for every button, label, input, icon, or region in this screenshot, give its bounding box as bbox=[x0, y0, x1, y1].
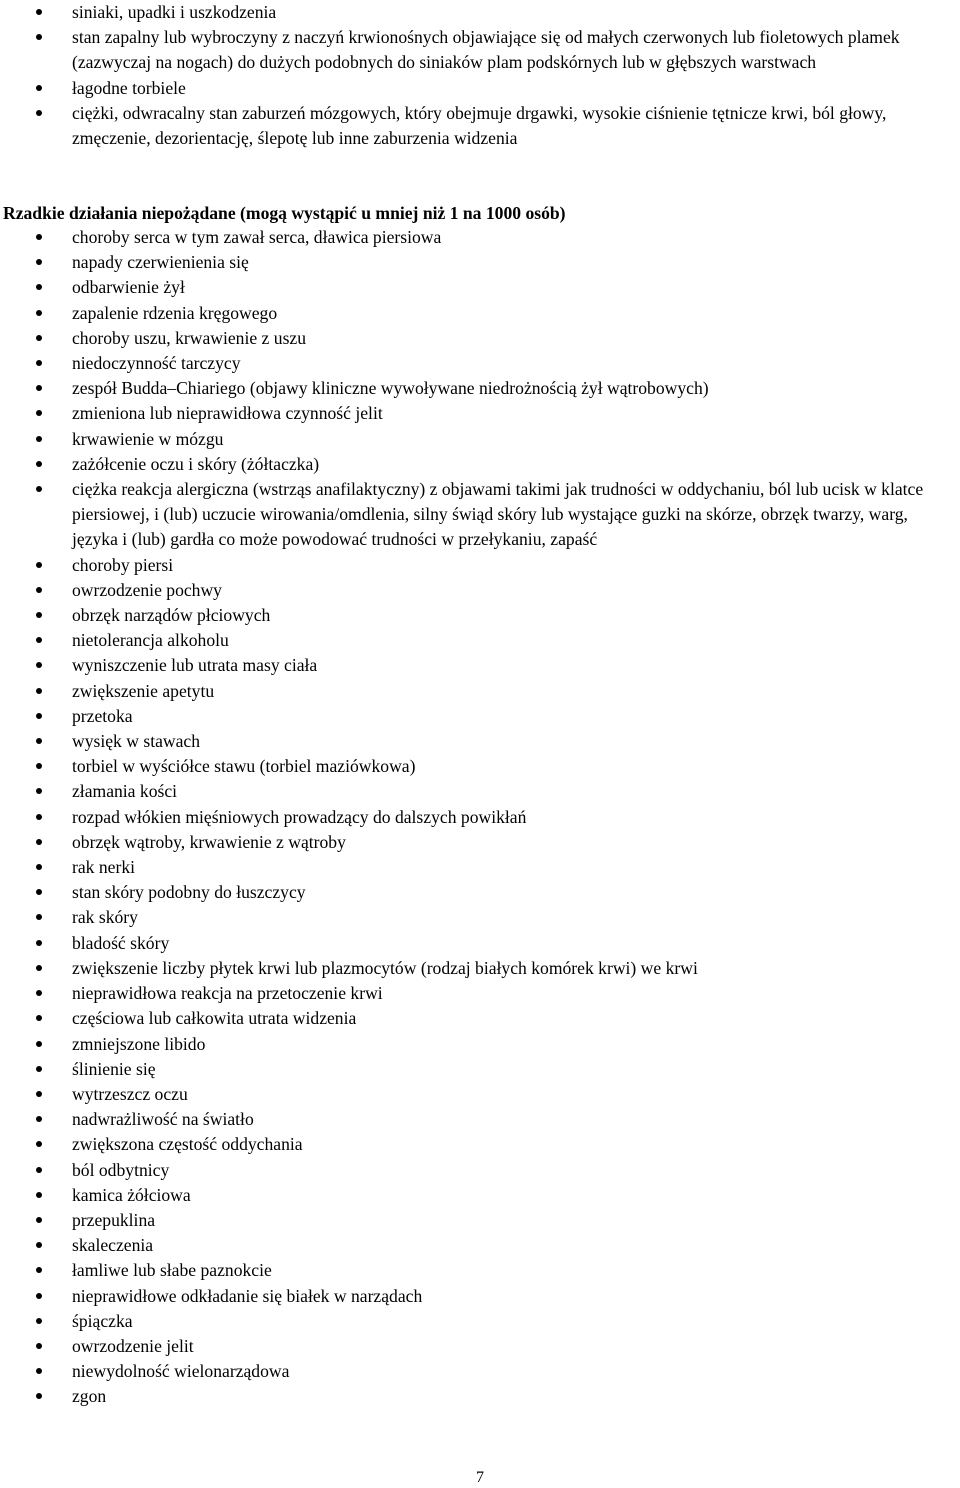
bullet-icon bbox=[36, 1393, 42, 1399]
list-item bbox=[0, 76, 960, 101]
list-item-text: wytrzeszcz oczu bbox=[72, 1083, 188, 1104]
list-item-text: częściowa lub całkowita utrata widzenia bbox=[72, 1008, 357, 1029]
list-item-text: obrzęk narządów płciowych bbox=[72, 605, 271, 626]
list-item-text: nieprawidłowe odkładanie się białek w narządach bbox=[72, 1285, 423, 1306]
bullet-icon bbox=[36, 763, 42, 769]
bullet-icon bbox=[36, 940, 42, 946]
list-item-text: obrzęk wątroby, krwawienie z wątroby bbox=[72, 831, 346, 852]
bullet-icon bbox=[36, 562, 42, 568]
list-item-text: zmniejszone libido bbox=[72, 1033, 206, 1054]
list-item-text: łagodne torbiele bbox=[72, 77, 186, 98]
bullet-icon bbox=[36, 385, 42, 391]
list-item bbox=[0, 1082, 960, 1107]
list-item-text: łamliwe lub słabe paznokcie bbox=[72, 1260, 272, 1281]
bullet-icon bbox=[36, 1217, 42, 1223]
list-item-text: nieprawidłowa reakcja na przetoczenie krwi bbox=[72, 983, 383, 1004]
bullet-icon bbox=[36, 461, 42, 467]
list-item bbox=[0, 1359, 960, 1384]
list-item-text: przetoka bbox=[72, 705, 133, 726]
bullet-icon bbox=[36, 1116, 42, 1122]
list-item bbox=[0, 326, 960, 351]
list-item bbox=[0, 679, 960, 704]
list-item bbox=[0, 101, 960, 151]
list-item bbox=[0, 1132, 960, 1157]
list-item bbox=[0, 905, 960, 930]
bullet-icon bbox=[36, 612, 42, 618]
side-effects-list-continued bbox=[0, 0, 960, 151]
bullet-icon bbox=[36, 965, 42, 971]
list-item bbox=[0, 956, 960, 981]
bullet-icon bbox=[36, 864, 42, 870]
list-item bbox=[0, 754, 960, 779]
list-item bbox=[0, 1284, 960, 1309]
bullet-icon bbox=[36, 85, 42, 91]
list-item bbox=[0, 931, 960, 956]
list-item bbox=[0, 578, 960, 603]
list-item bbox=[0, 25, 960, 75]
bullet-icon bbox=[36, 662, 42, 668]
bullet-icon bbox=[36, 1041, 42, 1047]
bullet-icon bbox=[36, 436, 42, 442]
list-item-text: stan skóry podobny do łuszczycy bbox=[72, 882, 306, 903]
bullet-icon bbox=[36, 814, 42, 820]
list-item bbox=[0, 1006, 960, 1031]
bullet-icon bbox=[36, 839, 42, 845]
list-item-text: nietolerancja alkoholu bbox=[72, 630, 229, 651]
section-heading-rare: Rzadkie działania niepożądane (mogą wystąpić u mniej niż 1 na 1000 osób) bbox=[3, 203, 566, 223]
list-item-text: stan zapalny lub wybroczyny z naczyń krwionośnych objawiające się od małych czerwonych lub fioletowych plamek (zazwyczaj na nogach) do dużych podobnych do siniaków plam podskórnych lub w głębszych warstwach bbox=[72, 27, 900, 73]
list-item bbox=[0, 779, 960, 804]
list-item-text: rak skóry bbox=[72, 907, 138, 928]
list-item bbox=[0, 427, 960, 452]
page-number: 7 bbox=[476, 1469, 484, 1486]
list-item-text: torbiel w wyściółce stawu (torbiel maziówkowa) bbox=[72, 756, 416, 777]
bullet-icon bbox=[36, 360, 42, 366]
list-item-text: niewydolność wielonarządowa bbox=[72, 1361, 290, 1382]
list-item-text: niedoczynność tarczycy bbox=[72, 353, 241, 374]
list-item bbox=[0, 1384, 960, 1409]
bullet-icon bbox=[36, 1192, 42, 1198]
list-item-text: ślinienie się bbox=[72, 1058, 156, 1079]
list-item-text: wyniszczenie lub utrata masy ciała bbox=[72, 655, 318, 676]
bullet-icon bbox=[36, 410, 42, 416]
list-item-text: zażółcenie oczu i skóry (żółtaczka) bbox=[72, 453, 320, 474]
bullet-icon bbox=[36, 1066, 42, 1072]
list-item-text: choroby uszu, krwawienie z uszu bbox=[72, 327, 307, 348]
list-item bbox=[0, 401, 960, 426]
list-item-text: wysięk w stawach bbox=[72, 731, 201, 752]
list-item-text: zapalenie rdzenia kręgowego bbox=[72, 302, 278, 323]
bullet-icon bbox=[36, 738, 42, 744]
bullet-icon bbox=[36, 1293, 42, 1299]
list-item bbox=[0, 250, 960, 275]
bullet-icon bbox=[36, 486, 42, 492]
bullet-icon bbox=[36, 1343, 42, 1349]
list-item bbox=[0, 376, 960, 401]
bullet-icon bbox=[36, 788, 42, 794]
bullet-icon bbox=[36, 1167, 42, 1173]
list-item bbox=[0, 1183, 960, 1208]
list-item bbox=[0, 1258, 960, 1283]
list-item bbox=[0, 1032, 960, 1057]
list-item bbox=[0, 855, 960, 880]
list-item bbox=[0, 301, 960, 326]
list-item-text: siniaki, upadki i uszkodzenia bbox=[72, 2, 277, 22]
bullet-icon bbox=[36, 9, 42, 15]
list-item bbox=[0, 0, 960, 25]
list-item-text: zwiększona częstość oddychania bbox=[72, 1134, 303, 1155]
bullet-icon bbox=[36, 587, 42, 593]
list-item-text: owrzodzenie pochwy bbox=[72, 579, 222, 600]
bullet-icon bbox=[36, 990, 42, 996]
list-item-text: owrzodzenie jelit bbox=[72, 1335, 194, 1356]
list-item bbox=[0, 452, 960, 477]
list-item bbox=[0, 653, 960, 678]
list-item-text: rak nerki bbox=[72, 857, 136, 878]
list-item bbox=[0, 805, 960, 830]
list-item bbox=[0, 1309, 960, 1334]
list-item bbox=[0, 1107, 960, 1132]
bullet-icon bbox=[36, 1141, 42, 1147]
list-item bbox=[0, 704, 960, 729]
bullet-icon bbox=[36, 234, 42, 240]
list-item bbox=[0, 830, 960, 855]
list-item-text: kamica żółciowa bbox=[72, 1184, 191, 1205]
list-item bbox=[0, 1208, 960, 1233]
list-item-text: ból odbytnicy bbox=[72, 1159, 170, 1180]
list-item-text: rozpad włókien mięśniowych prowadzący do dalszych powikłań bbox=[72, 806, 527, 827]
list-item bbox=[0, 1233, 960, 1258]
list-item bbox=[0, 1057, 960, 1082]
bullet-icon bbox=[36, 1267, 42, 1273]
bullet-icon bbox=[36, 1015, 42, 1021]
list-item bbox=[0, 225, 960, 250]
list-item-text: zmieniona lub nieprawidłowa czynność jelit bbox=[72, 403, 383, 424]
list-item-text: nadwrażliwość na światło bbox=[72, 1109, 254, 1130]
list-item-text: zwiększenie liczby płytek krwi lub plazmocytów (rodzaj białych komórek krwi) we krwi bbox=[72, 957, 698, 978]
bullet-icon bbox=[36, 1091, 42, 1097]
bullet-icon bbox=[36, 1368, 42, 1374]
bullet-icon bbox=[36, 1242, 42, 1248]
list-item-text: zgon bbox=[72, 1386, 107, 1407]
list-item-text: bladość skóry bbox=[72, 932, 170, 953]
list-item-text: przepuklina bbox=[72, 1209, 156, 1230]
bullet-icon bbox=[36, 110, 42, 116]
list-item bbox=[0, 351, 960, 376]
list-item-text: krwawienie w mózgu bbox=[72, 428, 224, 449]
bullet-icon bbox=[36, 259, 42, 265]
list-item-text: ciężki, odwracalny stan zaburzeń mózgowych, który obejmuje drgawki, wysokie ciśnienie tętnicze krwi, ból głowy, zmęczenie, dezorientację, ślepotę lub inne zaburzenia widzenia bbox=[72, 102, 887, 149]
list-item-text: choroby piersi bbox=[72, 554, 174, 575]
bullet-icon bbox=[36, 914, 42, 920]
list-item-text: skaleczenia bbox=[72, 1235, 154, 1256]
bullet-icon bbox=[36, 34, 42, 40]
list-item-text: złamania kości bbox=[72, 781, 178, 802]
list-item bbox=[0, 729, 960, 754]
list-item-text: odbarwienie żył bbox=[72, 277, 185, 298]
list-item bbox=[0, 275, 960, 300]
rare-side-effects-list bbox=[0, 225, 960, 1410]
list-item-text: zespół Budda–Chiariego (objawy kliniczne wywoływane niedrożnością żył wątrobowych) bbox=[72, 378, 709, 399]
list-item bbox=[0, 603, 960, 628]
list-item-text: ciężka reakcja alergiczna (wstrząs anafilaktyczny) z objawami takimi jak trudności w oddychaniu, ból lub ucisk w klatce piersiowej, i (lub) uczucie wirowania/omdlenia, silny świąd skóry lub wystające guzki na skórze, obrzęk twarzy, warg, języka i (lub) gardła co może powodować trudności w przełykaniu, zapaść bbox=[72, 479, 924, 550]
bullet-icon bbox=[36, 1318, 42, 1324]
list-item-text: choroby serca w tym zawał serca, dławica piersiowa bbox=[72, 227, 442, 247]
list-item bbox=[0, 477, 960, 553]
list-item bbox=[0, 981, 960, 1006]
list-item-text: napady czerwienienia się bbox=[72, 252, 249, 273]
list-item-text: zwiększenie apetytu bbox=[72, 680, 215, 701]
bullet-icon bbox=[36, 688, 42, 694]
bullet-icon bbox=[36, 713, 42, 719]
list-item bbox=[0, 880, 960, 905]
bullet-icon bbox=[36, 310, 42, 316]
list-item bbox=[0, 1334, 960, 1359]
bullet-icon bbox=[36, 335, 42, 341]
list-item bbox=[0, 553, 960, 578]
bullet-icon bbox=[36, 284, 42, 290]
list-item bbox=[0, 1158, 960, 1183]
bullet-icon bbox=[36, 637, 42, 643]
list-item-text: śpiączka bbox=[72, 1310, 133, 1331]
list-item bbox=[0, 628, 960, 653]
bullet-icon bbox=[36, 889, 42, 895]
